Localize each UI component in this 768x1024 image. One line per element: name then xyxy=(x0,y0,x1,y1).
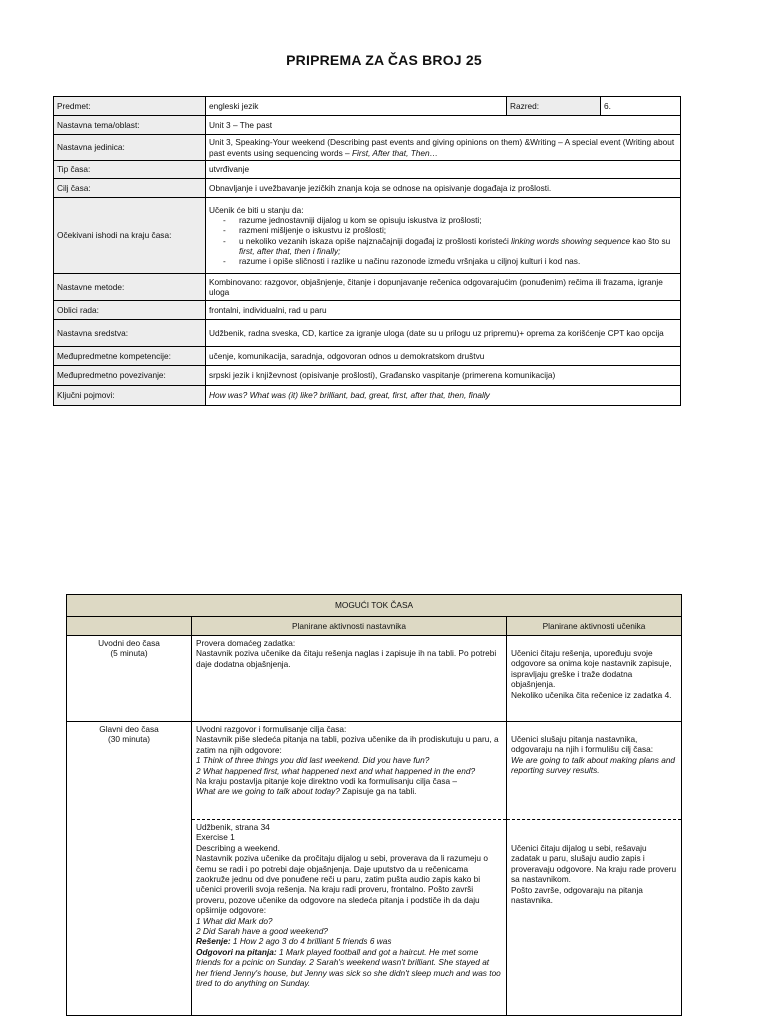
ishodi-item-3-a: u nekoliko vezanih iskaza opiše najznačajniji događaj iz prošlosti koristeći xyxy=(239,235,512,246)
jedinica-cell xyxy=(206,135,681,161)
povezivanje-value: srpski jezik i književnost (opisivanje prošlosti), Građansko vaspitanje (primerena komunikacija) xyxy=(206,366,681,386)
ishodi-item-3-d: first, after that, then i finally; xyxy=(239,245,341,256)
main-t2-solution-label: Rešenje: xyxy=(196,936,231,947)
main-t1-heading: Uvodni razgovor i formulisanje cilja časa: xyxy=(196,724,347,734)
main-t2-solution-text: 1 How 2 ago 3 do 4 brilliant 5 friends 6 was xyxy=(230,936,392,947)
flow-header: MOGUĆI TOK ČASA xyxy=(67,595,682,617)
main-t2-exercise: Exercise 1 xyxy=(196,832,235,843)
main-teacher-cell-1 xyxy=(192,722,507,820)
lesson-info-table xyxy=(53,96,681,406)
main-student-cell-2 xyxy=(507,820,682,1016)
intro-teacher-cell xyxy=(192,636,507,722)
intro-teacher-heading: Provera domaćeg zadatka: xyxy=(196,638,296,648)
main-t2-q1 xyxy=(196,916,502,926)
cilj-label: Cilj časa: xyxy=(54,179,206,198)
ishodi-item-3-b: linking words showing sequence xyxy=(511,235,631,246)
oblici-label: Oblici rada: xyxy=(54,301,206,320)
sredstva-value: Udžbenik, radna sveska, CD, kartice za igranje uloga (date su u prilogu uz pripremu)+ oprema za korišćenje CPT kao opcija xyxy=(206,320,681,347)
pojmovi-value xyxy=(206,386,681,406)
main-t1-q2 xyxy=(196,766,502,776)
flow-phase-col-header xyxy=(67,617,192,636)
predmet-label: Predmet: xyxy=(54,97,206,116)
main-t2-book: Udžbenik, strana 34 xyxy=(196,822,270,832)
razred-label: Razred: xyxy=(507,97,601,116)
main-t2-q2-text: 2 Did Sarah have a good weekend? xyxy=(196,926,328,937)
intro-student-cell xyxy=(507,636,682,722)
main-t2-answers-text: 1 Mark played football and got a haircut. He met some friends for a pcinic on Sunday. 2 Sarah's weekend wasn't brilliant. She stayed at her friend Jenny's house, but Jenny was sick so she didn't sleep much and was too tired to do anything on Sunday. xyxy=(196,946,501,989)
ishodi-cell xyxy=(206,198,681,274)
main-teacher-cell-2 xyxy=(192,820,507,1016)
ishodi-item-3 xyxy=(239,236,677,256)
main-t2-answers xyxy=(196,947,502,989)
main-t1-q1 xyxy=(196,755,502,765)
main-t1-write: Zapisuje ga na tabli. xyxy=(339,786,417,797)
ishodi-list xyxy=(209,215,677,266)
tema-label: Nastavna tema/oblast: xyxy=(54,116,206,135)
main-s1-goal xyxy=(511,755,677,776)
kompetencije-value: učenje, komunikacija, saradnja, odgovoran odnos u demokratskom društvu xyxy=(206,347,681,366)
intro-teacher-body: Nastavnik poziva učenike da čitaju rešenja naglas i zapisuje ih na tabli. Po potrebi daje dodatna objašnjenja. xyxy=(196,648,497,669)
jedinica-label: Nastavna jedinica: xyxy=(54,135,206,161)
predmet-value: engleski jezik xyxy=(206,97,507,116)
intro-phase-name: Uvodni deo časa xyxy=(98,638,160,648)
metode-value: Kombinovano: razgovor, objašnjenje, čitanje i dopunjavanje rečenica odgovarajućim (ponuđenim) rečima ili frazama, igranje uloga xyxy=(206,274,681,301)
intro-phase xyxy=(67,636,192,722)
main-t1-close: Na kraju postavlja pitanje koje direktno vodi ka formulisanju cilja časa – xyxy=(196,776,458,787)
main-student-cell-1 xyxy=(507,722,682,820)
main-phase xyxy=(67,722,192,1016)
jedinica-italic: First, After that, Then… xyxy=(351,147,438,158)
main-s1-goal-text: We are going to talk about making plans and reporting survey results. xyxy=(511,754,676,776)
main-t2-body: Nastavnik poziva učenike da pročitaju dijalog u sebi, proverava da li razumeju o čemu se radi i po potrebi daje objašnjenja. Daje uputstvo da u rečenicama zaokruže jednu od dve ponuđene reči u paru, zatim pušta audio zapis kako bi učenici proverili svoja rešenja. Na kraju radi proveru, frontalno. Pošto završi proveru, pozove učenike da odgovore na sledeća pitanja i podstiče ih da daju opširnije odgovore: xyxy=(196,853,488,916)
main-t1-body: Nastavnik piše sledeća pitanja na tabli, poziva učenike da ih prodiskutuju u paru, a zatim na njih odgovore: xyxy=(196,734,499,755)
main-t2-answers-label: Odgovori na pitanja: xyxy=(196,946,277,957)
main-phase-duration: (30 minuta) xyxy=(108,734,150,745)
intro-phase-duration: (5 minuta) xyxy=(110,648,148,659)
main-t1-q1-text: 1 Think of three things you did last weekend. Did you have fun? xyxy=(196,755,430,766)
tip-value: utvrđivanje xyxy=(206,161,681,179)
povezivanje-label: Međupredmetno povezivanje: xyxy=(54,366,206,386)
lesson-flow-table xyxy=(66,594,682,1016)
flow-student-col-header: Planirane aktivnosti učenika xyxy=(507,617,682,636)
ishodi-intro: Učenik će biti u stanju da: xyxy=(209,204,304,215)
main-t1-goal-line xyxy=(196,786,502,796)
main-t2-solution xyxy=(196,936,502,946)
tema-value: Unit 3 – The past xyxy=(206,116,681,135)
oblici-value: frontalni, individualni, rad u paru xyxy=(206,301,681,320)
ishodi-item-2: - razmeni mišljenje o iskustvu iz prošlosti; xyxy=(239,225,677,235)
main-s1-text: Učenici slušaju pitanja nastavnika, odgovaraju na njih i formulišu cilj časa: xyxy=(511,734,654,755)
main-s2-text: Učenici čitaju dijalog u sebi, rešavaju zadatak u paru, slušaju audio zapis i proveravaju odgovore. Na kraju rade proveru sa nastavnikom. Pošto završe, odgovaraju na pitanja nastavnika. xyxy=(511,843,677,906)
ishodi-label: Očekivani ishodi na kraju časa: xyxy=(54,198,206,274)
main-phase-name: Glavni deo časa xyxy=(99,724,159,734)
main-t2-q2 xyxy=(196,926,502,936)
sredstva-label: Nastavna sredstva: xyxy=(54,320,206,347)
main-t1-q2-text: 2 What happened first, what happened next and what happened in the end? xyxy=(196,765,476,776)
main-t1-goal: What are we going to talk about today? xyxy=(196,786,340,797)
cilj-value: Obnavljanje i uvežbavanje jezičkih znanja koja se odnose na opisivanje događaja iz prošlosti. xyxy=(206,179,681,198)
ishodi-item-3-c: kao što su xyxy=(630,235,671,246)
tip-label: Tip časa: xyxy=(54,161,206,179)
intro-student-text: Učenici čitaju rešenja, upoređuju svoje odgovore sa onima koje nastavnik zapisuje, ispravljaju greške i traže dodatna objašnjenja. Nekoliko učenika čita rečenice iz zadatka 4. xyxy=(511,648,672,700)
flow-teacher-col-header: Planirane aktivnosti nastavnika xyxy=(192,617,507,636)
metode-label: Nastavne metode: xyxy=(54,274,206,301)
pojmovi-italic: How was? What was (it) like? brilliant, bad, great, first, after that, then, finally xyxy=(209,390,490,401)
kompetencije-label: Međupredmetne kompetencije: xyxy=(54,347,206,366)
jedinica-value: Unit 3, Speaking-Your weekend (Describing past events and giving opinions on them) &Writing – A special event (Writing about past events using sequencing words – xyxy=(209,137,675,158)
pojmovi-label: Ključni pojmovi: xyxy=(54,386,206,406)
page-title: PRIPREMA ZA ČAS BROJ 25 xyxy=(286,52,482,68)
razred-value: 6. xyxy=(601,97,681,116)
ishodi-item-1: - razume jednostavniji dijalog u kom se opisuju iskustva iz prošlosti; xyxy=(239,215,677,225)
ishodi-item-4: - razume i opiše sličnosti i razlike u načinu razonode između vršnjaka u ciljnoj kulturi i kod nas. xyxy=(239,256,677,266)
main-t2-title: Describing a weekend. xyxy=(196,842,280,853)
main-t2-q1-text: 1 What did Mark do? xyxy=(196,915,273,926)
